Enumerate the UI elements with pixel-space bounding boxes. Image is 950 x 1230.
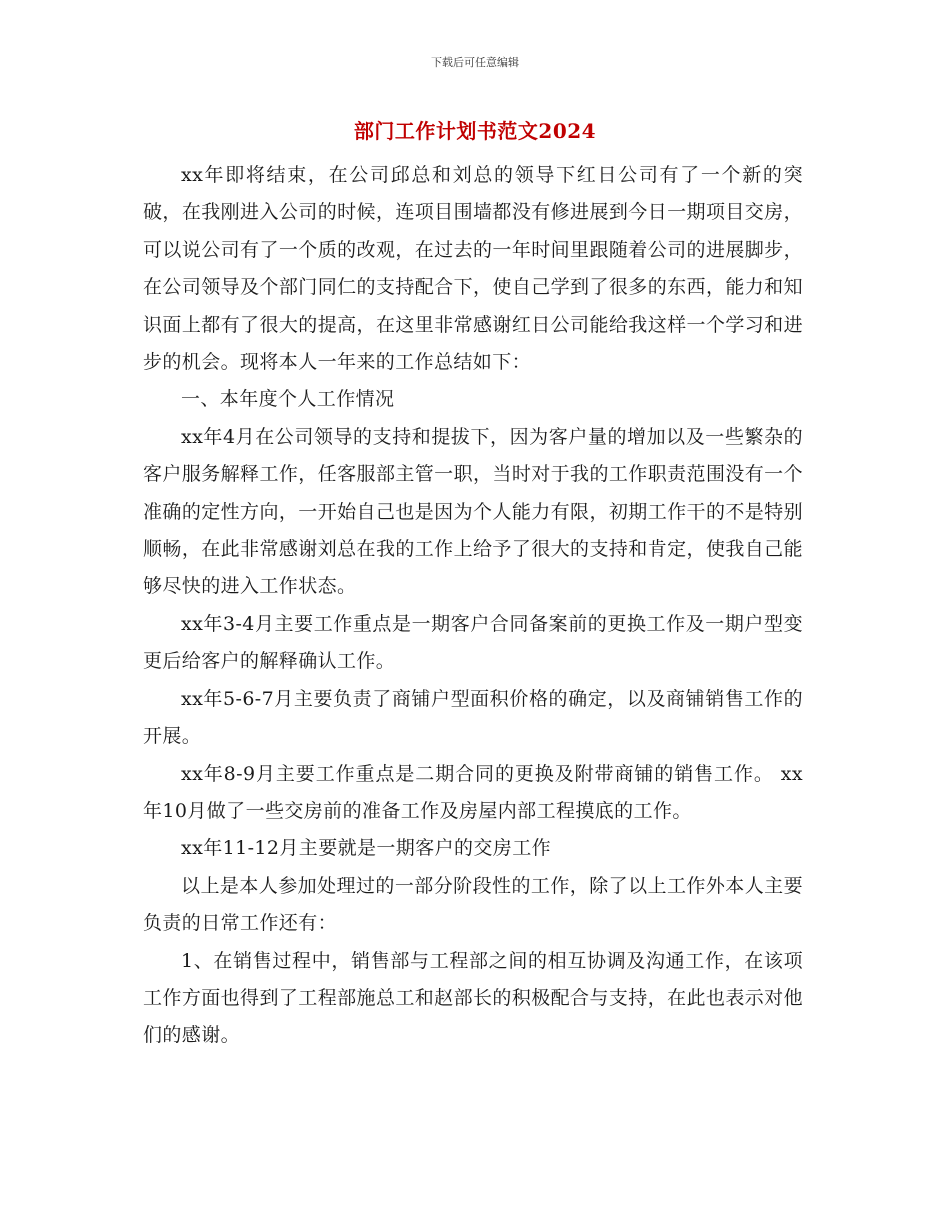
paragraph-intro: xx年即将结束，在公司邱总和刘总的领导下红日公司有了一个新的突破，在我刚进入公司的时候，连项目围墙都没有修进展到今日一期项目交房，可以说公司有了一个质的改观，在过去的一年时间里跟随着公司的进展脚步，在公司领导及个部门同仁的支持配合下，使自己学到了很多的东西，能力和知识面上都有了很大的提高，在这里非常感谢红日公司能给我这样一个学习和进步的机会。现将本人一年来的工作总结如下： bbox=[143, 164, 803, 374]
document-body bbox=[143, 157, 803, 1055]
paragraph-summary: 以上是本人参加处理过的一部分阶段性的工作，除了以上工作外本人主要负责的日常工作还有： bbox=[143, 874, 803, 935]
document-title: 部门工作计划书范文2024 bbox=[353, 119, 597, 143]
paragraph-nov-dec: xx年11-12月主要就是一期客户的交房工作 bbox=[181, 837, 552, 860]
paragraph-aug-oct: xx年8-9月主要工作重点是二期合同的更换及附带商铺的销售工作。 xx年10月做了一些交房前的准备工作及房屋内部工程摸底的工作。 bbox=[143, 762, 803, 822]
paragraph-item-1: 1、在销售过程中，销售部与工程部之间的相互协调及沟通工作，在该项工作方面也得到了工程部施总工和赵部长的积极配合与支持，在此也表示对他们的感谢。 bbox=[143, 949, 803, 1047]
paragraph-may-july: xx年5-6-7月主要负责了商铺户型面积价格的确定，以及商铺销售工作的开展。 bbox=[143, 687, 803, 748]
header-note: 下载后可任意编辑 bbox=[431, 56, 519, 69]
section-heading: 一、本年度个人工作情况 bbox=[181, 388, 395, 411]
paragraph-march-april: xx年3-4月主要工作重点是一期客户合同备案前的更换工作及一期户型变更后给客户的解释确认工作。 bbox=[143, 612, 803, 673]
paragraph-april: xx年4月在公司领导的支持和提拔下，因为客户量的增加以及一些繁杂的客户服务解释工作，任客服部主管一职，当时对于我的工作职责范围没有一个准确的定性方向，一开始自己也是因为个人能力有限，初期工作干的不是特别顺畅，在此非常感谢刘总在我的工作上给予了很大的支持和肯定，使我自己能够尽快的进入工作状态。 bbox=[143, 425, 803, 598]
